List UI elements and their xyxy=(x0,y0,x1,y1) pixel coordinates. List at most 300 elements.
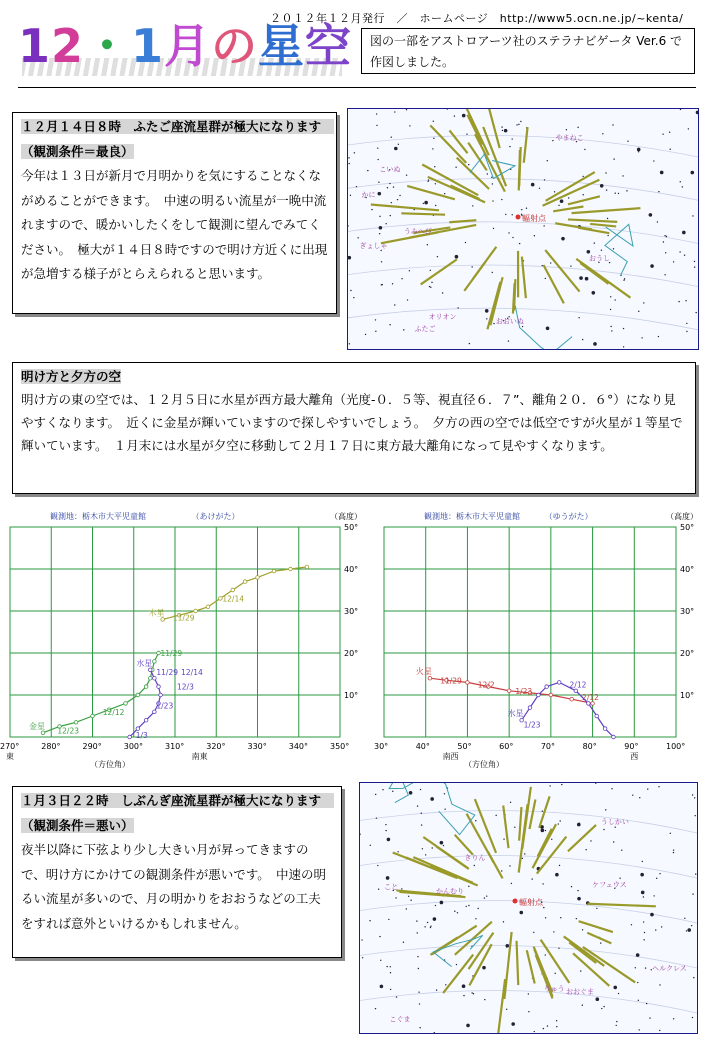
x-tick-label: 40° xyxy=(415,742,430,751)
star xyxy=(638,151,639,152)
star xyxy=(694,261,695,262)
star xyxy=(622,175,623,176)
date-label: 2/12 xyxy=(569,680,587,690)
star xyxy=(378,182,379,183)
star xyxy=(421,813,422,814)
star xyxy=(511,883,512,884)
star xyxy=(487,173,488,174)
star xyxy=(501,126,502,127)
star xyxy=(491,177,492,178)
data-point xyxy=(603,727,607,731)
star xyxy=(506,1009,507,1010)
star xyxy=(660,171,664,175)
data-point xyxy=(128,735,132,739)
data-point xyxy=(591,702,595,706)
star xyxy=(664,235,665,236)
x-tick-label: 70° xyxy=(540,742,556,751)
meteor-trail xyxy=(537,837,567,874)
star xyxy=(559,865,560,866)
star xyxy=(686,323,687,324)
data-point xyxy=(161,618,165,622)
star xyxy=(544,179,545,180)
star xyxy=(554,973,555,974)
data-point xyxy=(466,681,470,685)
star xyxy=(560,199,564,203)
star xyxy=(425,854,426,855)
data-point xyxy=(557,681,561,685)
star xyxy=(528,1011,529,1012)
star xyxy=(687,928,691,932)
star xyxy=(493,228,494,229)
star xyxy=(430,925,431,926)
star xyxy=(579,276,583,280)
star xyxy=(375,794,376,795)
star xyxy=(692,215,693,216)
star xyxy=(390,966,391,967)
star xyxy=(442,292,443,293)
star xyxy=(618,993,619,994)
star xyxy=(468,164,469,165)
star xyxy=(432,148,433,149)
star xyxy=(684,918,685,919)
star xyxy=(430,927,431,928)
meteor-trail xyxy=(455,835,473,855)
star xyxy=(545,830,546,831)
meteor-trail xyxy=(587,904,655,907)
star xyxy=(663,241,664,242)
star xyxy=(349,163,350,164)
star xyxy=(670,833,671,834)
star xyxy=(577,823,581,827)
title-char: の xyxy=(211,19,259,73)
x-tick-label: 330° xyxy=(247,742,267,751)
meteor-trail xyxy=(553,206,583,211)
data-point xyxy=(612,735,616,739)
star xyxy=(531,878,532,879)
star xyxy=(661,926,662,927)
constellation-label: きりん xyxy=(464,853,486,862)
star xyxy=(469,343,470,344)
star xyxy=(386,966,387,967)
star xyxy=(484,999,485,1000)
constellation-label: おおぐま xyxy=(565,987,594,996)
constellation-label: うしかい xyxy=(600,817,629,826)
star xyxy=(606,189,607,190)
star xyxy=(485,309,489,313)
star xyxy=(610,326,611,327)
star xyxy=(647,788,648,789)
meteor-trail xyxy=(401,213,445,214)
meteor-trail xyxy=(406,858,438,871)
meteor-trail xyxy=(517,941,519,985)
star xyxy=(389,324,390,325)
star xyxy=(505,214,506,215)
star xyxy=(616,1021,617,1022)
star xyxy=(684,255,685,256)
star xyxy=(646,1003,647,1004)
star xyxy=(549,785,550,786)
star xyxy=(558,947,559,948)
x-tick-label: 90° xyxy=(624,742,639,751)
radiant-point xyxy=(513,899,518,904)
star xyxy=(680,181,681,182)
star xyxy=(590,840,591,841)
x-tick-label: 340° xyxy=(288,742,309,751)
star xyxy=(427,244,428,245)
constellation-line xyxy=(422,783,474,835)
star xyxy=(546,326,550,330)
data-point xyxy=(587,702,591,706)
star xyxy=(623,279,624,280)
star xyxy=(380,985,384,989)
series-name-label: 木星 xyxy=(148,608,165,618)
meteor-trail xyxy=(485,109,500,148)
star xyxy=(520,121,521,122)
star xyxy=(474,865,475,866)
x-tick-label: 290° xyxy=(82,742,102,751)
star xyxy=(420,789,421,790)
y-tick-label: 10° xyxy=(344,691,359,700)
star xyxy=(409,125,410,126)
star xyxy=(375,331,376,332)
star xyxy=(611,788,612,789)
star xyxy=(393,186,394,187)
star xyxy=(623,328,624,329)
star xyxy=(584,149,585,150)
star xyxy=(545,954,546,955)
date-label: 11/29 xyxy=(156,667,178,677)
meteor-trail xyxy=(572,208,641,213)
star xyxy=(619,878,620,879)
star xyxy=(585,849,586,850)
chart-title: （あけがた） xyxy=(191,512,240,521)
constellation-label: ヘルクレス xyxy=(652,964,687,973)
star xyxy=(390,215,391,216)
star xyxy=(635,967,636,968)
meteor-trail xyxy=(545,250,579,292)
chart-title: （ゆうがた） xyxy=(544,512,593,521)
star xyxy=(422,848,423,849)
constellation-label: りゅう xyxy=(543,985,565,994)
star xyxy=(348,256,351,260)
data-point xyxy=(124,702,128,706)
star xyxy=(656,878,657,879)
star xyxy=(662,133,663,134)
star xyxy=(582,1005,583,1006)
star xyxy=(578,317,579,318)
meteor-trail xyxy=(543,265,563,303)
star xyxy=(669,131,670,132)
star xyxy=(655,929,656,930)
star xyxy=(406,174,407,175)
star xyxy=(434,166,435,167)
y-axis-label: （高度） xyxy=(666,512,698,521)
x-tick-label: 80° xyxy=(582,742,597,751)
constellation-label: ふたご xyxy=(414,325,436,334)
star xyxy=(409,791,413,795)
x-tick-label: 300° xyxy=(123,742,144,751)
star xyxy=(348,225,349,226)
data-point xyxy=(153,710,157,714)
star xyxy=(613,248,614,249)
star xyxy=(558,823,559,824)
star xyxy=(468,886,469,887)
star xyxy=(636,953,640,957)
star xyxy=(502,130,503,131)
star xyxy=(379,226,383,230)
y-tick-label: 40° xyxy=(344,565,359,574)
star xyxy=(511,138,512,139)
data-point xyxy=(507,689,511,693)
star xyxy=(357,237,358,238)
star xyxy=(666,236,667,237)
star xyxy=(621,849,622,850)
star xyxy=(694,797,695,798)
star xyxy=(552,140,553,141)
star xyxy=(518,124,519,125)
star xyxy=(594,242,595,243)
article-heading: １２月１４日８時 ふたご座流星群が極大になります （観測条件＝最良） xyxy=(21,119,334,159)
star xyxy=(371,209,372,210)
star xyxy=(433,138,434,139)
data-point xyxy=(574,689,578,693)
meteor-trail xyxy=(522,787,531,849)
star xyxy=(577,127,578,128)
star xyxy=(506,946,507,947)
star xyxy=(436,989,437,990)
constellation-label: オリオン xyxy=(428,313,457,322)
meteor-trail xyxy=(580,263,608,284)
star xyxy=(627,141,628,142)
y-tick-label: 50° xyxy=(344,523,359,532)
star xyxy=(430,270,431,271)
star xyxy=(365,334,366,335)
star xyxy=(685,300,686,301)
data-point xyxy=(148,668,152,672)
star xyxy=(547,1025,548,1026)
star xyxy=(417,932,418,933)
star xyxy=(504,129,508,133)
star xyxy=(631,924,632,925)
date-label: 12/2 xyxy=(477,680,495,690)
star xyxy=(367,170,368,171)
star xyxy=(643,302,644,303)
star xyxy=(353,297,354,298)
meteor-trail xyxy=(543,180,600,206)
star xyxy=(547,160,548,161)
star xyxy=(471,992,472,993)
star xyxy=(688,128,689,129)
star xyxy=(521,209,522,210)
meteor-trail xyxy=(529,799,535,829)
star xyxy=(642,861,643,862)
article-body: 夜半以降に下弦より少し大きい月が昇ってきますので、明け方にかけての観測条件が悪いです。 中速の明るい流星が多いので、月の明かりをおおうなどの工夫をすれば意外といけるかもしれません。 xyxy=(21,842,327,931)
star xyxy=(406,109,407,110)
star xyxy=(508,232,509,233)
star xyxy=(593,342,597,346)
star xyxy=(471,266,472,267)
star xyxy=(465,242,466,243)
star xyxy=(657,221,658,222)
star xyxy=(508,340,509,341)
chart-location: 観測地：栃木市大平児童館 xyxy=(424,512,520,521)
star xyxy=(658,191,659,192)
star xyxy=(559,820,560,821)
star xyxy=(349,343,350,344)
star xyxy=(659,1030,660,1031)
grid-line xyxy=(360,811,697,834)
star xyxy=(596,997,600,1001)
x-tick-label: 60° xyxy=(499,742,514,751)
star xyxy=(492,183,493,184)
grid-line xyxy=(348,135,698,157)
date-label: 11/29 xyxy=(160,649,183,658)
star xyxy=(369,920,370,921)
star xyxy=(406,908,407,909)
star xyxy=(556,1026,557,1027)
star xyxy=(615,826,616,827)
star xyxy=(561,784,562,785)
meteor-trail xyxy=(519,807,521,841)
star xyxy=(576,918,577,919)
star xyxy=(424,926,425,927)
x-axis-label: （方位角） xyxy=(464,760,504,769)
star xyxy=(615,193,616,194)
star xyxy=(528,993,529,994)
star xyxy=(524,853,525,854)
star xyxy=(389,183,390,184)
star xyxy=(492,200,493,201)
title-char: 月 xyxy=(164,19,212,73)
star xyxy=(385,830,386,831)
star xyxy=(653,160,654,161)
star xyxy=(534,235,535,236)
star xyxy=(602,133,603,134)
star xyxy=(551,839,552,840)
geminids-star-map xyxy=(347,108,699,350)
star xyxy=(682,231,686,235)
star xyxy=(665,252,666,253)
meteor-trail xyxy=(421,259,457,284)
star-map-canvas xyxy=(360,783,697,1033)
star xyxy=(386,876,390,880)
star xyxy=(645,967,646,968)
direction-label: 東 xyxy=(6,752,14,761)
data-point xyxy=(231,588,235,592)
star xyxy=(543,907,544,908)
meteor-trail xyxy=(579,921,613,932)
date-label: 12/14 xyxy=(222,594,244,604)
star xyxy=(694,266,695,267)
star xyxy=(462,984,466,988)
star xyxy=(610,309,611,310)
star xyxy=(673,261,674,262)
star xyxy=(611,330,612,331)
star xyxy=(435,905,436,906)
star xyxy=(455,255,459,259)
star xyxy=(390,972,391,973)
star xyxy=(641,337,642,338)
charts-canvas xyxy=(0,505,709,775)
star xyxy=(691,925,692,926)
star xyxy=(466,1024,470,1028)
star xyxy=(511,1022,515,1026)
star xyxy=(394,147,398,151)
star xyxy=(673,1018,674,1019)
series-name-label: 水星 xyxy=(136,658,153,668)
star xyxy=(596,908,597,909)
star xyxy=(486,318,487,319)
star xyxy=(607,218,608,219)
quadrantids-star-map xyxy=(359,782,698,1034)
article-body: 明け方の東の空では、１２月５日に水星が西方最大離角（光度-０．５等、視直径６．７”、離角２０．６°）になり見やすくなります。 近くに金星が輝いていますので探しやすいでしょう。 夕方の西の空では低空ですが火星が１等星で輝いています。 １月末には水星が夕空に移動して２月１７日に東方最大離角になって見やすくなります。 xyxy=(21,392,683,453)
star xyxy=(522,858,523,859)
star xyxy=(555,873,559,877)
star xyxy=(444,808,445,809)
chart-location: 観測地：栃木市大平児童館 xyxy=(50,512,146,521)
star xyxy=(385,223,386,224)
star xyxy=(686,331,687,332)
star xyxy=(472,205,473,206)
star xyxy=(435,205,436,206)
star xyxy=(539,188,540,189)
star xyxy=(640,873,644,877)
star xyxy=(377,147,378,148)
constellation-label: やまねこ xyxy=(555,133,584,142)
title-char: ・ xyxy=(84,19,132,73)
page-title xyxy=(18,18,352,74)
x-tick-label: 30° xyxy=(374,742,389,751)
data-point xyxy=(144,685,148,689)
star xyxy=(587,250,591,254)
star xyxy=(379,216,380,217)
star xyxy=(695,873,696,874)
star xyxy=(408,896,409,897)
star xyxy=(659,984,660,985)
star xyxy=(509,865,510,866)
star xyxy=(526,208,527,209)
star xyxy=(445,984,446,985)
star xyxy=(475,918,476,919)
star xyxy=(603,829,604,830)
star xyxy=(397,199,398,200)
y-tick-label: 50° xyxy=(680,523,695,532)
star xyxy=(395,897,396,898)
star xyxy=(429,286,430,287)
star xyxy=(380,960,381,961)
star xyxy=(519,911,523,915)
star xyxy=(601,249,602,250)
constellation-label: こと xyxy=(384,882,399,891)
star xyxy=(418,968,419,969)
date-label: 1/3 xyxy=(135,730,148,740)
data-point xyxy=(194,609,198,613)
star xyxy=(566,129,567,130)
star xyxy=(686,930,687,931)
star xyxy=(397,851,398,852)
constellation-line xyxy=(515,306,572,349)
direction-label: 西 xyxy=(630,752,639,761)
constellation-label: おうし xyxy=(589,254,611,263)
star xyxy=(613,158,614,159)
star xyxy=(434,1032,435,1033)
series-name-label: 火星 xyxy=(415,667,432,677)
meteor-trail xyxy=(587,933,611,944)
star xyxy=(531,183,535,187)
star xyxy=(444,793,445,794)
y-tick-label: 20° xyxy=(680,649,695,658)
star xyxy=(501,199,502,200)
